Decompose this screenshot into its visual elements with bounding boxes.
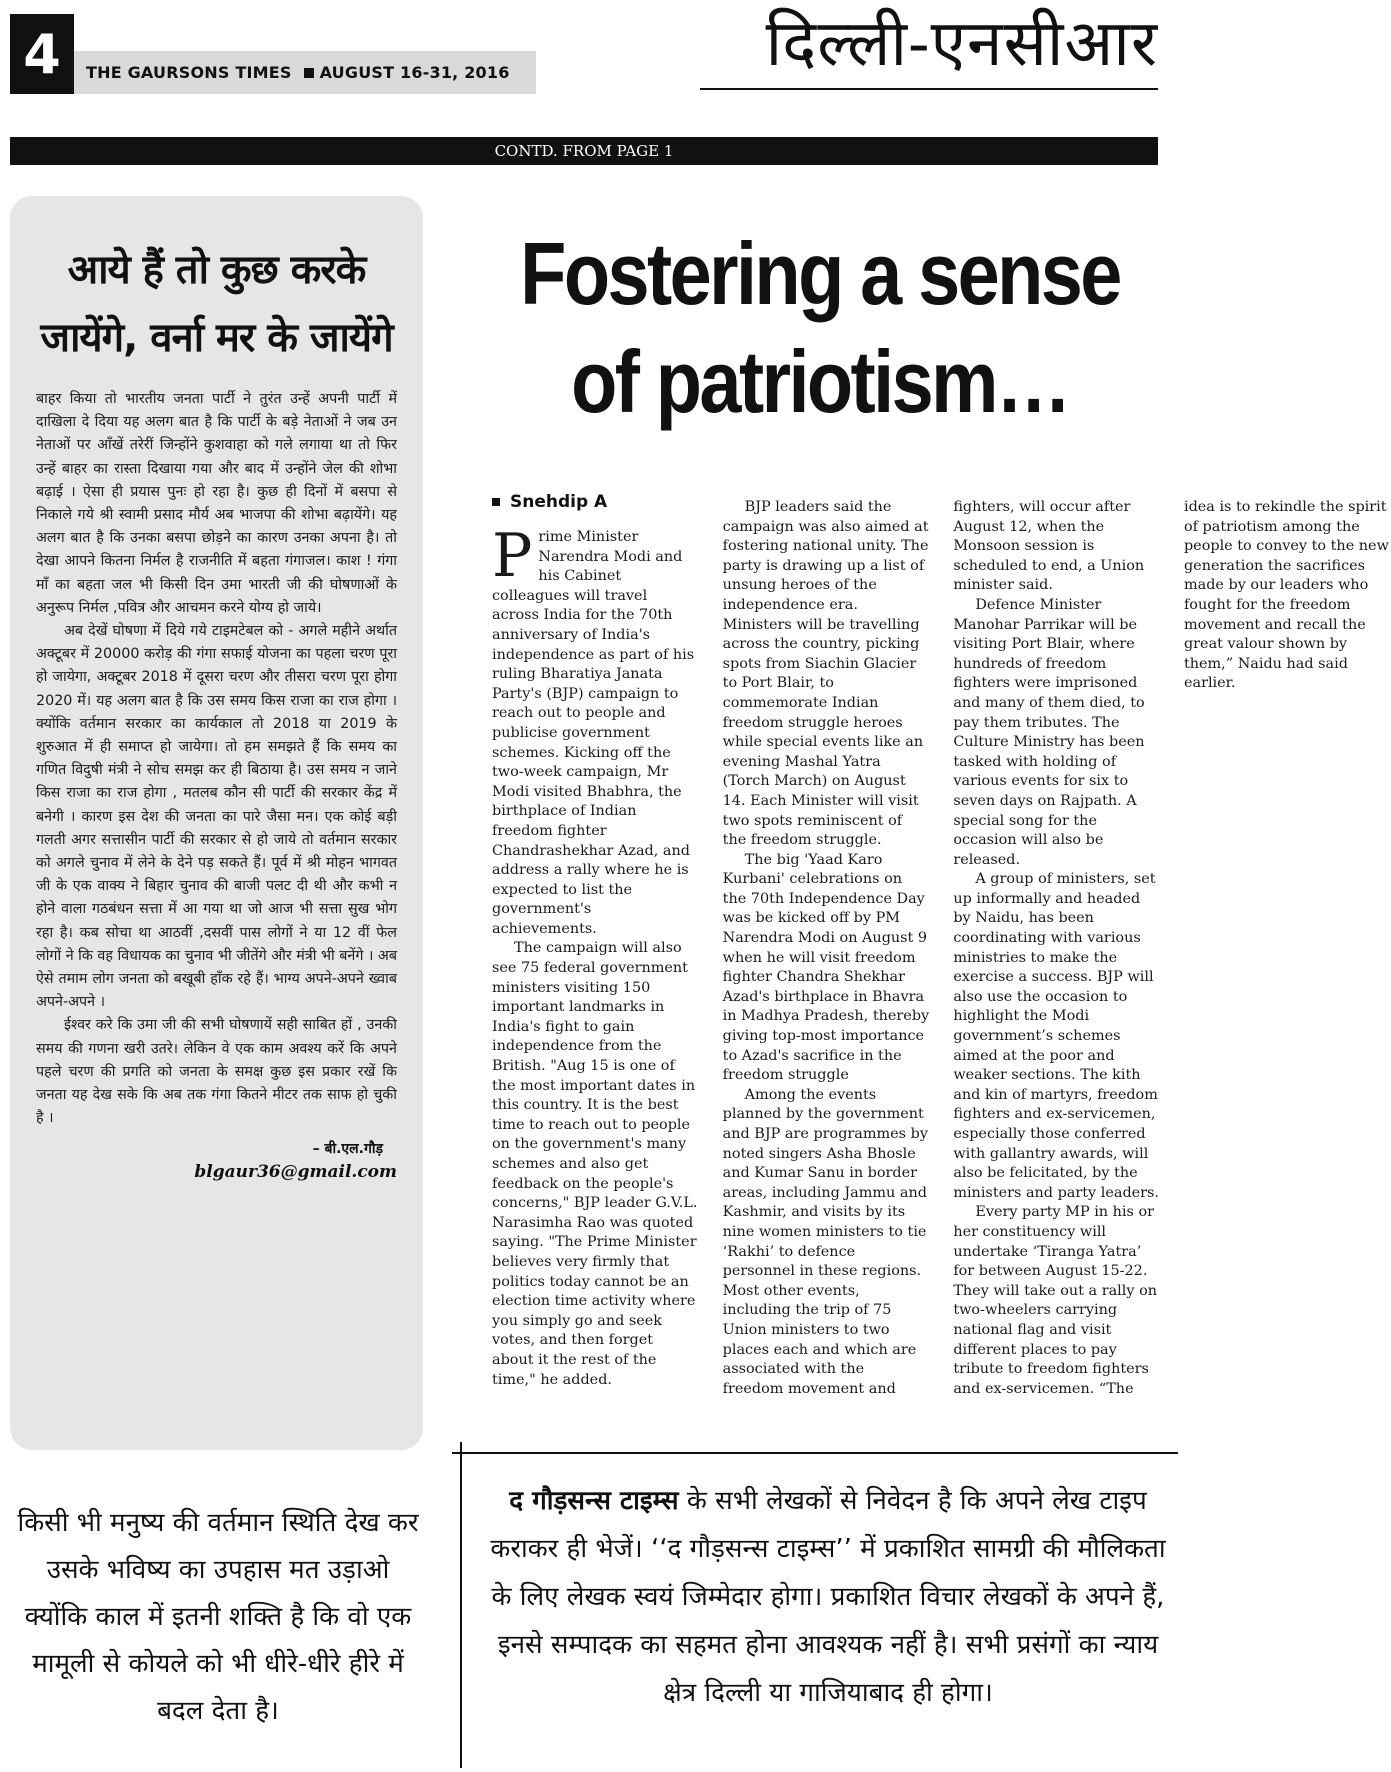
bottom-divider-vertical	[460, 1442, 462, 1768]
editorial-box	[10, 196, 423, 1450]
publication-name: THE GAURSONS TIMES	[86, 63, 292, 82]
section-rule	[700, 88, 1158, 90]
article-paragraph: Defence Minister Manohar Parrikar will be visiting Port Blair, where hundreds of freedom fighters were imprisoned and many of them died, to pay them tributes. The Culture Ministry has been tasked with holding of various events for six to seven days on Rajpath. A special song for the occasion will also be released.	[953, 596, 1145, 868]
article-paragraph: Among the events planned by the government and BJP are programmes by noted singers Asha Bhosle and Kumar Sanu in border areas, including Jammu and Kashmir, and visits by its nine women ministers to tie ‘Rakhi’ to defence personnel in these regions. Most other events, including the trip of 75 Union ministers to two places each and which are associated with the freedom movement and fighters, will occur after August 12, when the Monsoon session is scheduled to end, a Union minister said.	[722, 499, 1145, 1397]
byline-name: Snehdip A	[510, 492, 608, 512]
editorial-signature: – बी.एल.गौड़	[312, 1140, 383, 1157]
page-number: 4	[10, 14, 74, 94]
masthead-bar	[74, 51, 536, 94]
section-title: दिल्ली-एनसीआर	[765, 7, 1158, 81]
editorial-email: blgaur36@gmail.com	[194, 1161, 397, 1182]
article-lead-text: rime Minister Narendra Modi and his Cabinet colleagues will travel across India for the 70th anniversary of India's independence as part of his ruling Bharatiya Janata Party's (BJP) campaign to reach out to people and publicise government schemes. Kicking off the two-week campaign, Mr Modi visited Bhabhra, the birthplace of Indian freedom fighter Chandrashekhar Azad, and address a rally where he is expected to list the government's achievements.	[492, 529, 695, 937]
drop-cap: P	[492, 521, 533, 591]
editorial-paragraph: ईश्वर करे कि उमा जी की सभी घोषणायें सही साबित हों , उनकी समय की गणना खरी उतरे। लेकिन वे एक काम अवश्य करें कि अपने पहले चरण की प्रगति को जनता के समक्ष कुछ इस प्रकार रखें कि जनता यह देख सके कि अब तक गंगा कितने मीटर तक साफ हो चुकी है ।	[36, 1017, 397, 1127]
article-body	[492, 498, 1389, 1410]
quote-box: किसी भी मनुष्य की वर्तमान स्थिति देख कर उसके भविष्य का उपहास मत उड़ाओ क्योंकि काल में इतनी शक्ति है कि वो एक मामूली से कोयले को भी धीरे-धीरे हीरे में बदल देता है।	[17, 1508, 419, 1726]
article-paragraph: The big 'Yaad Karo Kurbani' celebrations on the 70th Independence Day was be kicked off by PM Narendra Modi on August 9 when he will visit freedom fighter Chandra Shekhar Azad's birthplace in Bhavra in Madhya Pradesh, thereby giving top-most importance to Azad's sacrifice in the freedom struggle	[722, 851, 930, 1084]
notice-text: के सभी लेखकों से निवेदन है कि अपने लेख टाइप कराकर ही भेजें। ‘‘द गौड़सन्स टाइम्स’’ में प्रकाशित सामग्री की मौलिकता के लिए लेखक स्वयं जिम्मेदार होगा। प्रकाशित विचार लेखकों के अपने हैं, इनसे सम्पादक का सहमत होना आवश्यक नहीं है। सभी प्रसंगों का न्याय क्षेत्र दिल्ली या गाजियाबाद ही होगा।	[490, 1486, 1166, 1708]
author-notice	[480, 1477, 1176, 1717]
article-headline: Fostering a sense of patriotism…	[520, 224, 1120, 431]
editorial-body	[36, 388, 397, 1131]
article-paragraph	[492, 521, 699, 939]
article-paragraph: The campaign will also see 75 federal government ministers visiting 150 important landmarks in India's fight to gain independence from the British. "Aug 15 is one of the most important dates in this country. It is the best time to reach out to people on the government's many schemes and also get feedback on the people's concerns," BJP leader G.V.L. Narasimha Rao was quoted saying. "The Prime Minister believes very firmly that politics today cannot be an election time activity where you simply go and seek votes, and then forget about it the rest of the time," he added.	[492, 940, 698, 1388]
square-bullet-icon	[304, 68, 314, 78]
editorial-paragraph: अब देखें घोषणा में दिये गये टाइमटेबल को - अगले महीने अर्थात अक्टूबर में 20000 करोड़ की गंगा सफाई योजना का पहला चरण पूरा हो जायेगा, अक्टूबर 2018 में दूसरा चरण और तीसरा चरण पूरा होगा 2020 में। यह अलग बात है कि उस समय किस राजा का राज होगा । क्योंकि वर्तमान सरकार का कार्यकाल तो 2018 या 2019 के शुरुआत में ही समाप्त हो जायेगा। तो हम समझते हैं कि समय का गणित विदुषी मंत्री ने सोच समझ कर ही बिठाया है। उस समय न जाने किस राजा का राज होगा , मतलब कौन सी पार्टी की सरकार केंद्र में बनेगी । कारण इस देश की जनता का पारे जैसा मन। एक कोई बड़ी गलती अगर सत्तासीन पार्टी की सरकार से हो जाये तो वर्तमान सरकार को अगले चुनाव में लेने के देने पड़ सकते हैं। पूर्व में श्री मोहन भागवत जी के एक वाक्य ने बिहार चुनाव की बाजी पलट दी थी और कभी न होने वाला गठबंधन सत्ता में आ गया था जो आज भी सत्ता सुख भोग रहा है। कब सोचा था आठवीं ,दसवीं पास लोगों ने या 12 वीं फेल लोगों ने कि वह विधायक का चुनाव भी जीतेंगे और मंत्री भी बनेंगे । अब ऐसे तमाम लोग जनता को बखूबी हाँक रहे हैं। भाग्य अपने-अपने ख्वाब अपने-अपने ।	[36, 623, 397, 1011]
article-paragraph: BJP leaders said the campaign was also aimed at fostering national unity. The party is drawing up a list of unsung heroes of the independence era. Ministers will be travelling across the country, picking spots from Siachin Glacier to Port Blair, to commemorate Indian freedom struggle heroes while special events like an evening Mashal Yatra (Torch March) on August 14. Each Minister will visit two spots reminiscent of the freedom struggle.	[722, 499, 929, 849]
editorial-title: आये हैं तो कुछ करके जायेंगे, वर्ना मर के जायेंगे	[40, 247, 393, 361]
issue-date: AUGUST 16-31, 2016	[319, 63, 510, 82]
article-paragraph: A group of ministers, set up informally and headed by Naidu, has been coordinating with various ministries to make the exercise a success. BJP will also use the occasion to highlight the Modi government’s schemes aimed at the poor and weaker sections. The kith and kin of martyrs, freedom fighters and ex-servicemen, especially those conferred with gallantry awards, will also be felicitated, by the ministers and party leaders.	[953, 871, 1160, 1201]
contd-bar: CONTD. FROM PAGE 1	[10, 137, 1158, 165]
article-paragraph: Every party MP in his or her constituency will undertake ‘Tiranga Yatra’ for between August 15-22. They will take out a rally on two-wheelers carrying national flag and visit different places to pay tribute to freedom fighters and ex-servicemen. “The idea is to rekindle the spirit of patriotism among the people to convey to the new generation the sacrifices made by our leaders who fought for the freedom movement and recall the great valour shown by them,” Naidu had said earlier.	[953, 499, 1389, 1397]
editorial-paragraph: बाहर किया तो भारतीय जनता पार्टी ने तुरंत उन्हें अपनी पार्टी में दाखिला दे दिया यह अलग बात है कि पार्टी के बड़े नेताओं ने जब उन नेताओं पर आँखें तरेरीं जिन्होंने कुशवाहा को गले लगाया था तो फिर उन्हें बाहर का रास्ता दिखाया गया और बाद में उन्होंने जेल की शोभा बढ़ाई । ऐसा ही प्रयास पुनः हो रहा है। कुछ ही दिनों में बसपा से निकाले गये श्री स्वामी प्रसाद मौर्य अब भाजपा की शोभा बढ़ायेंगे। यह अलग बात है कि उनका बसपा छोड़ने का कारण उनका अपना है। तो देखा आपने कितना निर्मल है राजनीति में बहता गंगाजल। काश ! गंगा माँ का बहता जल भी किसी दिन उमा भारती जी की घोषणाओं के अनुरूप निर्मल ,पवित्र और आचमन करने योग्य हो जाये।	[36, 391, 397, 616]
notice-publication-name: द गौड़सन्स टाइम्स	[509, 1486, 679, 1516]
bottom-divider-horizontal	[452, 1452, 1178, 1454]
